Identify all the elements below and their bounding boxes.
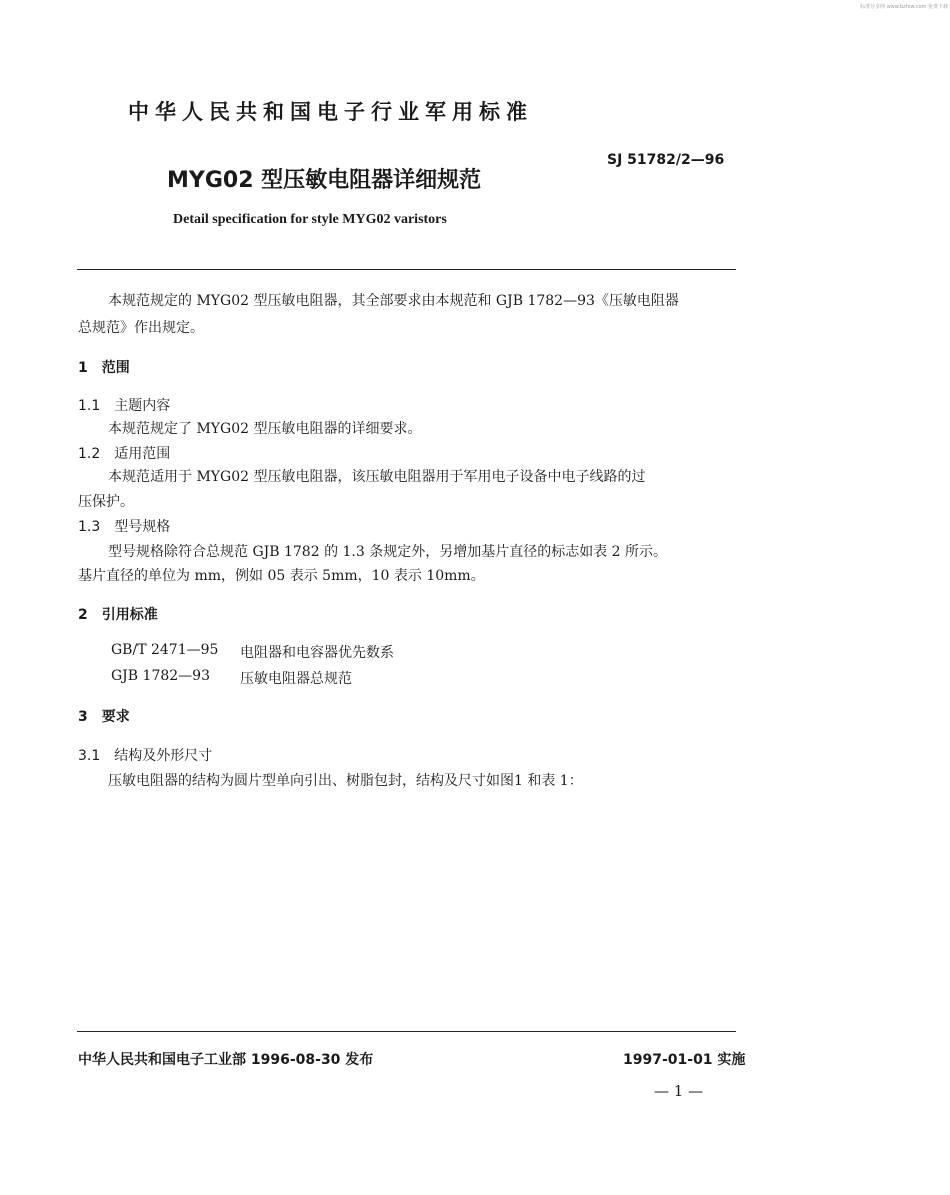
issuing-organization: 中华人民共和国电子行业军用标准 xyxy=(128,100,533,124)
header-divider xyxy=(77,269,736,270)
section-1-2-text-2: 压保护。 xyxy=(78,494,134,510)
section-3-heading: 3 要求 xyxy=(78,709,130,725)
effective-date: 1997-01-01 实施 xyxy=(623,1052,746,1068)
section-3-1-text: 压敏电阻器的结构为圆片型单向引出、树脂包封，结构及尺寸如图1 和表 1： xyxy=(108,773,583,789)
section-1-heading: 1 范围 xyxy=(78,360,130,376)
section-1-2-heading: 1.2 适用范围 xyxy=(78,446,171,462)
section-2-heading: 2 引用标准 xyxy=(78,607,158,623)
section-1-3-text-1: 型号规格除符合总规范 GJB 1782 的 1.3 条规定外，另增加基片直径的标志如表 2 所示。 xyxy=(108,544,668,560)
reference-title-2: 压敏电阻器总规范 xyxy=(240,671,352,687)
intro-line-2: 总规范》作出规定。 xyxy=(78,320,204,336)
standard-number: SJ 51782/2—96 xyxy=(607,152,725,168)
page-number: — 1 — xyxy=(654,1082,704,1100)
document-title-cn: MYG02 型压敏电阻器详细规范 xyxy=(167,168,482,193)
reference-code-1: GB/T 2471—95 xyxy=(111,642,219,658)
section-1-2-text-1: 本规范适用于 MYG02 型压敏电阻器，该压敏电阻器用于军用电子设备中电子线路的过 xyxy=(108,469,646,485)
section-1-1-text: 本规范规定了 MYG02 型压敏电阻器的详细要求。 xyxy=(108,421,422,437)
section-1-3-text-2: 基片直径的单位为 mm，例如 05 表示 5mm，10 表示 10mm。 xyxy=(78,568,485,584)
section-1-3-heading: 1.3 型号规格 xyxy=(78,519,171,535)
footer-divider xyxy=(77,1031,736,1032)
document-title-en: Detail specification for style MYG02 varistors xyxy=(173,212,447,227)
reference-code-2: GJB 1782—93 xyxy=(111,668,210,684)
section-3-1-heading: 3.1 结构及外形尺寸 xyxy=(78,748,213,764)
intro-line-1: 本规范规定的 MYG02 型压敏电阻器，其全部要求由本规范和 GJB 1782—93《压敏电阻器 xyxy=(108,293,679,309)
section-1-1-heading: 1.1 主题内容 xyxy=(78,398,171,414)
issue-date: 中华人民共和国电子工业部 1996-08-30 发布 xyxy=(78,1052,374,1068)
reference-title-1: 电阻器和电容器优先数系 xyxy=(240,645,394,661)
watermark-text: 标准分享网 www.bzfxw.com 免费下载 xyxy=(860,4,948,10)
